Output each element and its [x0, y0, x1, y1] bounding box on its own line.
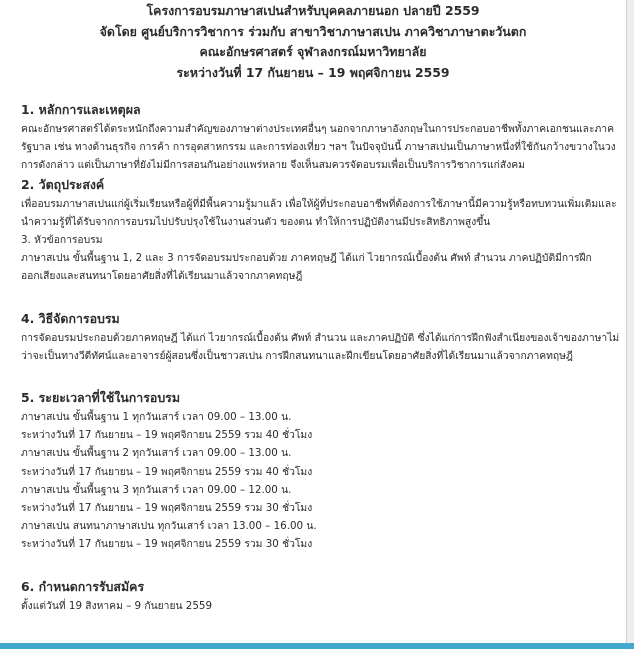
header-project-title: โครงการอบรมภาษาสเปนสำหรับบุคคลภายนอก ปลายปี 2559: [146, 3, 480, 18]
section-title: 6. กำหนดการรับสมัคร: [21, 578, 145, 594]
schedule-line: ระหว่างวันที่ 17 กันยายน – 19 พฤศจิกายน 2559 รวม 40 ชั่วโมง: [21, 429, 313, 442]
bottom-accent-bar: [0, 643, 634, 649]
spacer: [21, 286, 623, 309]
document-header: [0, 1, 626, 83]
schedule-line: ภาษาสเปน ขั้นพื้นฐาน 3 ทุกวันเสาร์ เวลา 09.00 – 12.00 น.: [21, 483, 292, 496]
paragraph-line: ออกเสียงและสนทนาโดยอาศัยสิ่งที่ได้เรียนมาแล้วจากภาคทฤษฎี: [21, 270, 303, 283]
section-title: 4. วิธีจัดการอบรม: [21, 310, 120, 326]
section-registration: [21, 577, 623, 615]
paragraph-line: การจัดอบรมประกอบด้วยภาคทฤษฎี ได้แก่ ไวยากรณ์เบื้องต้น ศัพท์ สำนวน และภาคปฏิบัติ ซึ่งได้แก่การฝึกฟังสำเนียงของเจ้าของภาษาไม่: [21, 331, 620, 344]
page-edge: [627, 0, 634, 649]
section-duration: [21, 388, 623, 554]
schedule-line: ระหว่างวันที่ 17 กันยายน – 19 พฤศจิกายน 2559 รวม 30 ชั่วโมง: [21, 502, 313, 515]
section-objectives: [21, 175, 623, 231]
section-title: 2. วัตถุประสงค์: [21, 176, 105, 192]
section-title: 5. ระยะเวลาที่ใช้ในการอบรม: [21, 390, 181, 406]
section-training-method: [21, 309, 623, 365]
paragraph-line: ภาษาสเปน ขั้นพื้นฐาน 1, 2 และ 3 การจัดอบรมประกอบด้วย ภาคทฤษฎี ได้แก่ ไวยากรณ์เบื้องต้น ศัพท์ สำนวน ภาคปฏิบัติมีการฝึก: [21, 252, 592, 265]
document-body: [21, 100, 623, 615]
paragraph-line: ตั้งแต่วันที่ 19 สิงหาคม – 9 กันยายน 2559: [21, 599, 213, 612]
section-topics: [21, 231, 623, 286]
schedule-line: ภาษาสเปน สนทนาภาษาสเปน ทุกวันเสาร์ เวลา 13.00 – 16.00 น.: [21, 520, 317, 533]
section-title: 1. หลักการและเหตุผล: [21, 102, 141, 117]
section-rationale: [21, 100, 623, 175]
schedule-line: ระหว่างวันที่ 17 กันยายน – 19 พฤศจิกายน 2559 รวม 40 ชั่วโมง: [21, 465, 313, 478]
schedule-line: ภาษาสเปน ขั้นพื้นฐาน 1 ทุกวันเสาร์ เวลา 09.00 – 13.00 น.: [21, 411, 292, 424]
paragraph-line: การดังกล่าว แต่เป็นภาษาที่ยังไม่มีการสอนกันอย่างแพร่หลาย จึงเห็นสมควรจัดอบรมเพื่อเป็นบริการวิชาการแก่สังคม: [21, 159, 525, 172]
section-title: 3. หัวข้อการอบรม: [21, 234, 103, 247]
spacer: [21, 554, 623, 577]
header-date-range: ระหว่างวันที่ 17 กันยายน – 19 พฤศจิกายน 2559: [176, 64, 450, 80]
paragraph-line: คณะอักษรศาสตร์ได้ตระหนักถึงความสำคัญของภาษาต่างประเทศอื่นๆ นอกจากภาษาอังกฤษในการประกอบอาชีพทั้งภาคเอกชนและภาค: [21, 123, 614, 135]
spacer: [21, 365, 623, 388]
header-organizer: จัดโดย ศูนย์บริการวิชาการ ร่วมกับ สาขาวิชาภาษาสเปน ภาควิชาภาษาตะวันตก: [99, 23, 527, 39]
paragraph-line: ว่าจะเป็นทางวีดีทัศน์และอาจารย์ผู้สอนซึ่งเป็นชาวสเปน การฝึกสนทนาและฝึกเขียนโดยอาศัยสิ่งที่ได้เรียนมาแล้วจากภาคทฤษฎี: [21, 349, 573, 362]
paragraph-line: นำความรู้ที่ได้รับจากการอบรมไปปรับปรุงใช้ในงานส่วนตัว ของตน ทำให้การปฏิบัติงานมีประสิทธิภาพสูงขึ้น: [21, 215, 491, 228]
paragraph-line: เพื่ออบรมภาษาสเปนแก่ผู้เริ่มเรียนหรือผู้ที่มีพื้นความรู้มาแล้ว เพื่อให้ผู้ที่ประกอบอาชีพที่ต้องการใช้ภาษานี้มีความรู้หรือทบทวนเพิ่มเติมและ: [21, 197, 617, 210]
schedule-line: ภาษาสเปน ขั้นพื้นฐาน 2 ทุกวันเสาร์ เวลา 09.00 – 13.00 น.: [21, 447, 292, 460]
paragraph-line: รัฐบาล เช่น ทางด้านธุรกิจ การค้า การอุตสาหกรรม และการท่องเที่ยว ฯลฯ ในปัจจุบันนี้ ภาษาสเปนเป็นภาษาหนึ่งที่ใช้กันกว้างขวางในวง: [21, 141, 616, 154]
schedule-line: ระหว่างวันที่ 17 กันยายน – 19 พฤศจิกายน 2559 รวม 30 ชั่วโมง: [21, 538, 313, 551]
header-faculty: คณะอักษรศาสตร์ จุฬาลงกรณ์มหาวิทยาลัย: [199, 44, 427, 60]
